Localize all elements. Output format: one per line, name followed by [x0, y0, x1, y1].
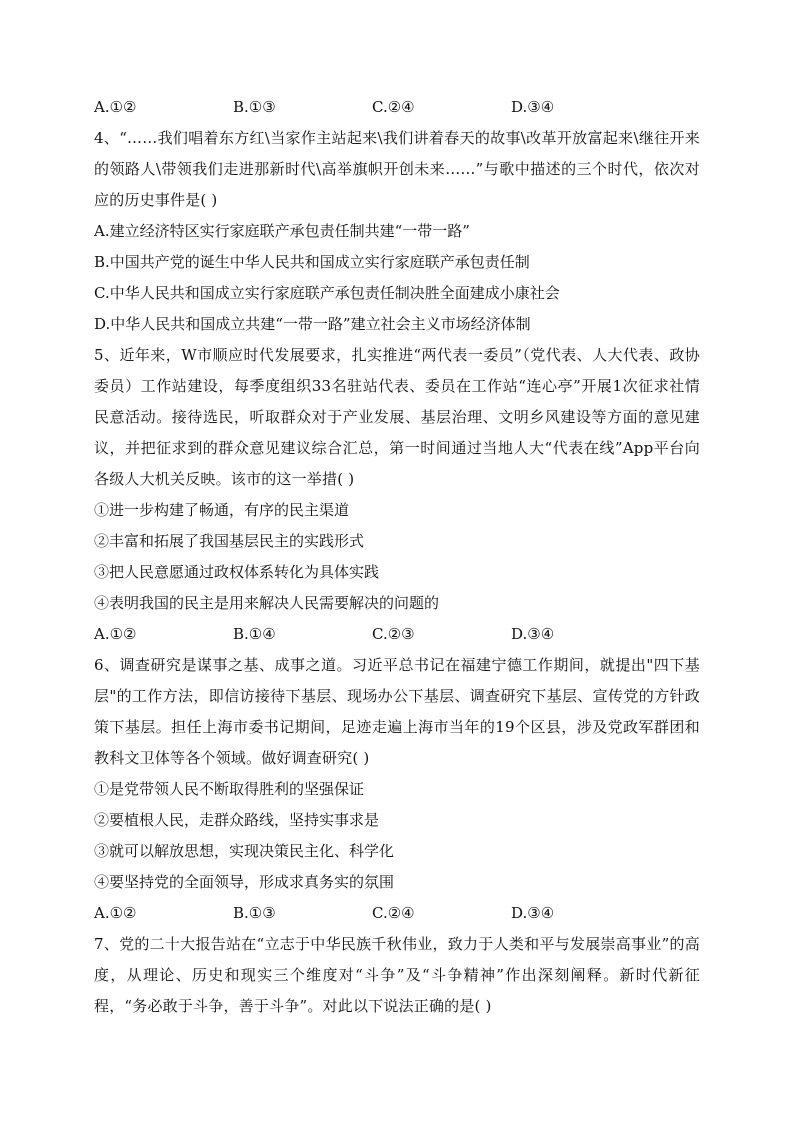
question-4-stem: 4、“……我们唱着东方红\当家作主站起来\我们讲着春天的故事\改革开放富起来\继往开来的领路人\带领我们走进那新时代\高举旗帜开创未来……”与歌中描述的三个时代，依次对应的历史事件是( ): [94, 129, 700, 209]
option-b: B.①④: [233, 625, 276, 643]
question-6-item-4: ④要坚持党的全面领导，形成求真务实的氛围: [94, 873, 395, 891]
question-4-choice-b: B.中国共产党的诞生中华人民共和国成立实行家庭联产承包责任制: [94, 253, 530, 271]
question-4-choice-c: C.中华人民共和国成立实行家庭联产承包责任制决胜全面建成小康社会: [94, 284, 560, 302]
option-d: D.③④: [511, 625, 555, 643]
question-7-stem: 7、党的二十大报告站在“立志于中华民族千秋伟业，致力于人类和平与发展崇高事业”的高度，从理论、历史和现实三个维度对“斗争”及“斗争精神”作出深刻阐释。新时代新征程，“务必敢于斗争，善于斗争”。对此以下说法正确的是( ): [94, 935, 700, 1015]
option-c: C.②④: [372, 98, 415, 116]
option-c: C.②④: [372, 904, 415, 922]
option-row: [94, 92, 700, 123]
option-d: D.③④: [511, 98, 555, 116]
option-d: D.③④: [511, 904, 555, 922]
option-a: A.①②: [94, 625, 137, 643]
question-6-item-2: ②要植根人民，走群众路线，坚持实事求是: [94, 811, 380, 829]
option-b: B.①③: [233, 98, 276, 116]
option-a: A.①②: [94, 904, 137, 922]
question-4-choice-a: A.建立经济特区实行家庭联产承包责任制共建“一带一路”: [94, 222, 470, 240]
question-4-choice-d: D.中华人民共和国成立共建“一带一路”建立社会主义市场经济体制: [94, 315, 531, 333]
question-6-options: [94, 898, 700, 929]
question-6-item-3: ③就可以解放思想，实现决策民主化、科学化: [94, 842, 395, 860]
option-c: C.②③: [372, 625, 415, 643]
question-5-item-4: ④表明我国的民主是用来解决人民需要解决的问题的: [94, 594, 440, 612]
question-5-stem: 5、近年来，W市顺应时代发展要求，扎实推进“两代表一委员”（党代表、人大代表、政协委员）工作站建设，每季度组织33名驻站代表、委员在工作站“连心亭”开展1次征求社情民意活动。接待选民，听取群众对于产业发展、基层治理、文明乡风建设等方面的意见建议，并把征求到的群众意见建议综合汇总，第一时间通过当地人大“代表在线”App平台向各级人大机关反映。该市的这一举措( ): [94, 346, 700, 488]
question-5-options: [94, 619, 700, 650]
option-a: A.①②: [94, 98, 137, 116]
question-5-item-2: ②丰富和拓展了我国基层民主的实践形式: [94, 532, 365, 550]
question-6-stem: 6、调查研究是谋事之基、成事之道。习近平总书记在福建宁德工作期间，就提出"四下基层"的工作方法，即信访接待下基层、现场办公下基层、调查研究下基层、宣传党的方针政策下基层。担任上海市委书记期间，足迹走遍上海市当年的19个区县，涉及党政军群团和教科文卫体等各个领域。做好调查研究( ): [94, 656, 700, 767]
exam-page: [94, 92, 700, 1022]
question-5-item-1: ①进一步构建了畅通，有序的民主渠道: [94, 501, 350, 519]
question-6-item-1: ①是党带领人民不断取得胜利的坚强保证: [94, 780, 365, 798]
question-5-item-3: ③把人民意愿通过政权体系转化为具体实践: [94, 563, 380, 581]
option-b: B.①③: [233, 904, 276, 922]
